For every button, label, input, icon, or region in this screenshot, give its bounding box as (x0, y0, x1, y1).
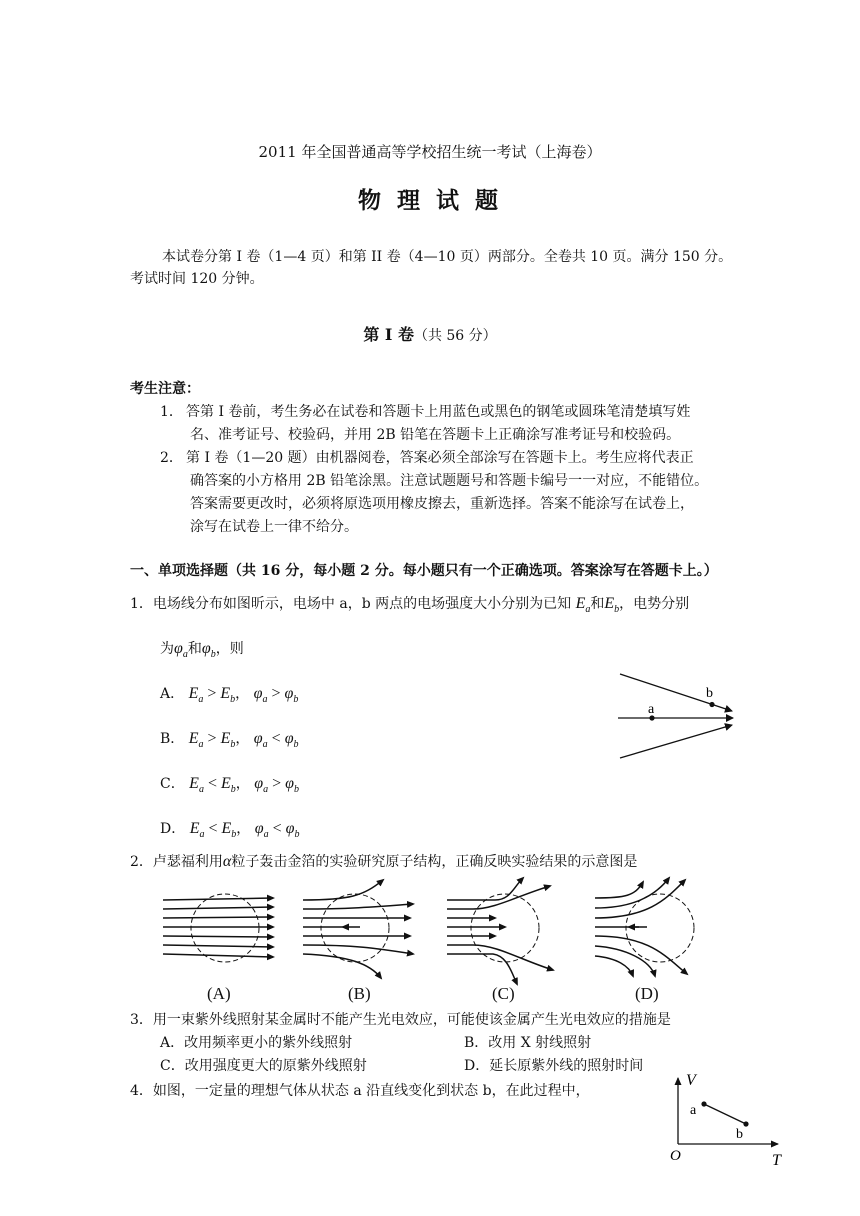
q1-phi-a: $\varphi_a$ (174, 640, 188, 661)
point-a-label: a (648, 702, 655, 717)
q1-option-a[interactable]: A． $E_a > E_b$， $\varphi_a > \varphi_b$ (160, 685, 299, 706)
part-points: （共 56 分） (413, 328, 497, 344)
notice-item-1-line-2: 名、准考证号、校验码，并用 2B 铅笔在答题卡上正确涂写准考证号和校验码。 (190, 427, 681, 443)
intro-line-1: 本试卷分第 I 卷（1—4 页）和第 II 卷（4—10 页）两部分。全卷共 10 页。满分 150 分。 (162, 249, 733, 265)
q3-stem-text: 用一束紫外线照射某金属时不能产生光电效应，可能使该金属产生光电效应的措施是 (152, 1012, 671, 1028)
figure-c (447, 878, 553, 984)
state-b-marker (743, 1121, 748, 1126)
figure-d (595, 878, 694, 976)
exam-title: 2011 年全国普通高等学校招生统一考试（上海卷） (258, 143, 602, 161)
notice-item-2-line-2: 确答案的小方格用 2B 铅笔涂黑。注意试题题号和答题卡编号一一对应，不能错位。 (190, 473, 709, 489)
q4-stem-text: 如图，一定量的理想气体从状态 a 沿直线变化到状态 b，在此过程中， (152, 1083, 590, 1099)
point-b-label: b (706, 686, 713, 701)
q1-stem-a: 电场线分布如图昕示，电场中 a，b 两点的电场强度大小分别为已知 (152, 596, 572, 612)
q4-vt-figure (664, 1072, 794, 1172)
state-a-label: a (690, 1103, 697, 1118)
figure-label-c: (C) (492, 984, 515, 1003)
notice-item-2-line-3: 答案需要更改时，必须将原选项用橡皮擦去，重新选择。答案不能涂写在试卷上， (190, 496, 694, 512)
field-line-upper (620, 674, 732, 711)
field-line-lower (620, 725, 732, 758)
v-axis-label: V (686, 1072, 696, 1089)
q1-stem-line-2 (160, 638, 244, 660)
t-axis-label: T (772, 1152, 781, 1169)
state-a-marker (701, 1101, 706, 1106)
q3-option-b[interactable]: B．改用 X 射线照射 (464, 1035, 592, 1051)
q1-stem-b: ，电势分别 (619, 596, 690, 612)
notice-item-2-num: 2． (160, 450, 183, 466)
q3-num: 3． (130, 1012, 153, 1028)
q2-stem (130, 851, 637, 871)
q4-stem (130, 1080, 590, 1100)
q1-stem2-and: 和 (187, 641, 202, 657)
origin-label: O (670, 1148, 681, 1164)
q1-stem-line-1 (130, 593, 689, 615)
notice-item-2-line-4: 涂写在试卷上一律不给分。 (190, 519, 358, 535)
q3-option-d[interactable]: D．延长原紫外线的照射时间 (464, 1058, 644, 1074)
part-heading (0, 322, 860, 345)
intro-line-2: 考试时间 120 分钟。 (130, 271, 264, 287)
state-b-label: b (736, 1127, 743, 1142)
q3-stem (130, 1009, 671, 1029)
q1-option-d[interactable]: D． $E_a < E_b$， $\varphi_a < \varphi_b$ (160, 820, 300, 841)
figure-label-d: (D) (635, 984, 659, 1003)
notice-item-1-line-1: 答第 Ⅰ 卷前，考生务必在试卷和答题卡上用蓝色或黑色的钢笔或圆珠笔清楚填写姓 (186, 404, 691, 420)
q2-stem-pre: 卢瑟福利用 (152, 854, 223, 870)
q1-stem2-post: ，则 (215, 641, 244, 657)
q1-option-b[interactable]: B． $E_a > E_b$， $\varphi_a < \varphi_b$ (160, 730, 299, 751)
part-label: 第 Ⅰ 卷 (363, 325, 414, 344)
figure-label-a: (A) (207, 984, 231, 1003)
notice-label: 考生注意： (130, 381, 200, 397)
q1-stem2-pre: 为 (160, 641, 174, 657)
figure-a (163, 894, 273, 962)
q1-phi-b: $\varphi_b$ (201, 640, 216, 661)
q3-option-c[interactable]: C．改用强度更大的原紫外线照射 (160, 1058, 367, 1074)
q1-Ea: $E_a$ (575, 595, 591, 616)
q2-num: 2． (130, 854, 153, 870)
q1-field-figure (612, 668, 742, 768)
q1-num: 1． (130, 596, 153, 612)
figure-b (303, 880, 413, 978)
q1-Eb: $E_b$ (604, 595, 620, 616)
section-heading: 一、单项选择题（共 16 分，每小题 2 分。每小题只有一个正确选项。答案涂写在答题卡上。） (130, 563, 718, 579)
q2-stem-post: 粒子轰击金箔的实验研究原子结构，正确反映实验结果的示意图是 (231, 854, 638, 870)
q2-scattering-figures (155, 876, 715, 1004)
q1-option-c[interactable]: C． $E_a < E_b$， $\varphi_a > \varphi_b$ (160, 775, 299, 796)
notice-item-2-line-1: 第 Ⅰ 卷（1—20 题）由机器阅卷，答案必须全部涂写在答题卡上。考生应将代表正 (186, 450, 694, 466)
q3-option-a[interactable]: A．改用频率更小的紫外线照射 (160, 1035, 353, 1051)
notice-item-1-num: 1． (160, 404, 183, 420)
q1-stem-and: 和 (590, 596, 605, 612)
point-b-marker (709, 702, 714, 707)
figure-label-b: (B) (348, 984, 371, 1003)
process-line (704, 1104, 746, 1124)
subject-title: 物 理 试 题 (357, 187, 503, 214)
q2-alpha: α (222, 853, 232, 870)
q4-num: 4． (130, 1083, 153, 1099)
